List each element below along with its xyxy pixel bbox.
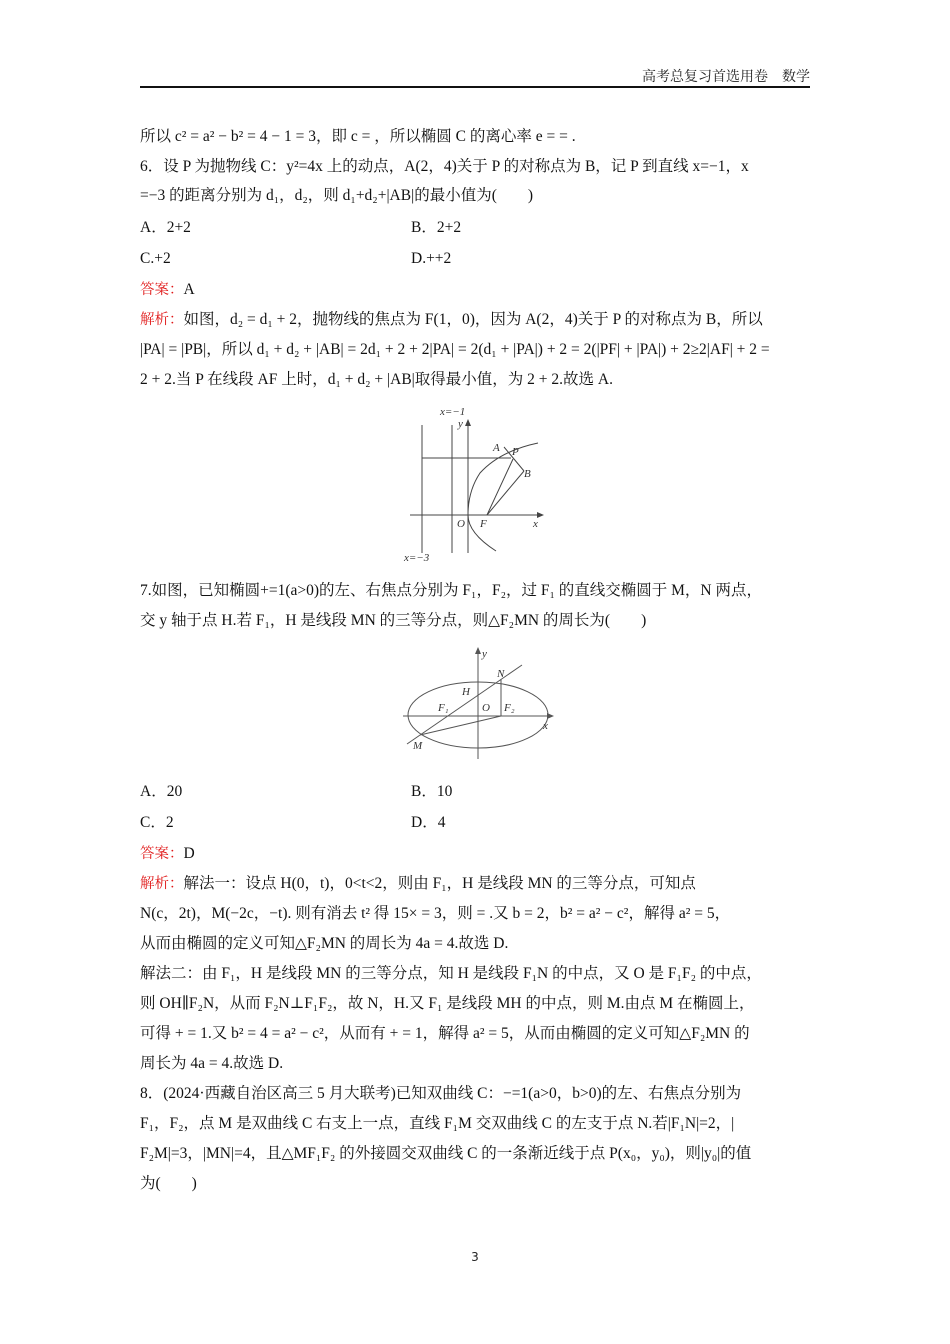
running-header <box>140 66 810 86</box>
q7-analysis-line-2: N(c，2t)，M(−2c，−t). 则有消去 t² 得 15× = 3，则 = .又 b = 2，b² = a² − c²，解得 a² = 5， <box>140 905 731 922</box>
q7-option-c: C．2 <box>140 814 174 831</box>
question-7-line-1: 7.如图，已知椭圆+=1(a>0)的左、右焦点分别为 F₁，F₂，过 F₁ 的直线交椭圆于 M，N 两点， <box>140 582 762 599</box>
q7-analysis-line-5: 则 OH∥F₂N，从而 F₂N⊥F₁F₂，故 N，H.又 F₁ 是线段 MH 的中点，则 M.由点 M 在椭圆上， <box>140 995 755 1012</box>
svg-text:x=−1: x=−1 <box>440 406 466 418</box>
question-6-line-1: 6．设 P 为抛物线 C：y²=4x 上的动点，A(2，4)关于 P 的对称点为 B，记 P 到直线 x=−1，x <box>140 158 749 175</box>
q7-analysis-line-7: 周长为 4a = 4.故选 D. <box>140 1055 284 1072</box>
answer-value: A <box>183 281 195 298</box>
q7-analysis-line-6: 可得 + = 1.又 b² = 4 = a² − c²，从而有 + = 1，解得 a² = 5，从而由椭圆的定义可知△F₂MN 的 <box>140 1025 750 1042</box>
text-line: 所以 c² = a² − b² = 4 − 1 = 3，即 c = ，所以椭圆 C 的离心率 e = = . <box>140 128 576 145</box>
svg-text:A: A <box>493 442 500 454</box>
svg-text:M: M <box>413 740 423 752</box>
svg-text:x: x <box>533 518 538 530</box>
q6-option-b: B．2+2 <box>411 219 462 236</box>
question-8-line-2: F₁，F₂，点 M 是双曲线 C 右支上一点，直线 F₁M 交双曲线 C 的左支于点 N.若|F₁N|=2，| <box>140 1115 735 1132</box>
svg-text:y: y <box>482 648 487 660</box>
svg-text:F₁: F₁ <box>438 702 449 714</box>
ellipse-figure <box>400 645 560 760</box>
svg-text:B: B <box>524 468 531 480</box>
svg-text:N: N <box>497 668 505 680</box>
svg-text:x=−3: x=−3 <box>404 552 430 563</box>
svg-text:H: H <box>462 686 470 698</box>
q7-option-a: A．20 <box>140 783 183 800</box>
svg-text:O: O <box>457 518 465 530</box>
book-title: 高考总复习首选用卷 <box>642 70 768 85</box>
answer-value: D <box>183 845 195 862</box>
question-8-line-4: 为( ) <box>140 1175 197 1192</box>
analysis-label: 解析： <box>140 876 184 892</box>
q7-analysis-line-4: 解法二：由 F₁，H 是线段 MN 的三等分点，知 H 是线段 F₁N 的中点，又 O 是 F₁F₂ 的中点， <box>140 965 762 982</box>
header-rule <box>140 86 810 88</box>
answer-label: 答案： <box>140 282 184 298</box>
question-8-line-1: 8．(2024·西藏自治区高三 5 月大联考)已知双曲线 C：−=1(a>0，b>0)的左、右焦点分别为 <box>140 1085 742 1102</box>
q6-option-c: C.+2 <box>140 250 171 267</box>
q7-analysis-line-1: 解析：解法一：设点 H(0，t)，0<t<2，则由 F₁，H 是线段 MN 的三等分点，可知点 <box>140 875 696 892</box>
q6-analysis-line-1: 解析：如图，d₂ = d₁ + 2，抛物线的焦点为 F(1，0)，因为 A(2，4)关于 P 的对称点为 B，所以 <box>140 311 763 328</box>
parabola-figure <box>400 403 550 563</box>
svg-text:F: F <box>480 518 487 530</box>
svg-text:x: x <box>543 720 548 732</box>
answer-label: 答案： <box>140 846 184 862</box>
q6-analysis-line-3: 2 + 2.当 P 在线段 AF 上时，d₁ + d₂ + |AB|取得最小值，为 2 + 2.故选 A. <box>140 371 613 388</box>
q7-answer <box>140 844 820 864</box>
analysis-label: 解析： <box>140 312 184 328</box>
svg-text:y: y <box>458 418 463 430</box>
q6-option-d: D.++2 <box>411 250 452 267</box>
question-7-line-2: 交 y 轴于点 H.若 F₁，H 是线段 MN 的三等分点，则△F₂MN 的周长为( ) <box>140 612 647 629</box>
q7-option-d: D．4 <box>411 814 446 831</box>
svg-text:O: O <box>482 702 490 714</box>
svg-text:P: P <box>512 446 519 458</box>
q7-analysis-line-3: 从而由椭圆的定义可知△F₂MN 的周长为 4a = 4.故选 D. <box>140 935 509 952</box>
question-8-line-3: F₂M|=3，|MN|=4，且△MF₁F₂ 的外接圆交双曲线 C 的一条渐近线于点 P(x₀，y₀)，则|y₀|的值 <box>140 1145 752 1162</box>
question-6-line-2: =−3 的距离分别为 d₁，d₂，则 d₁+d₂+|AB|的最小值为( ) <box>140 187 534 204</box>
page-number: 3 <box>471 1250 479 1264</box>
subject-label: 数学 <box>782 70 810 85</box>
q6-option-a: A．2+2 <box>140 219 191 236</box>
svg-text:F₂: F₂ <box>504 702 515 714</box>
q7-option-b: B．10 <box>411 783 453 800</box>
q6-analysis-line-2: |PA| = |PB|，所以 d₁ + d₂ + |AB| = 2d₁ + 2 + 2|PA| = 2(d₁ + |PA|) + 2 = 2(|PF| + |PA|) + 2≥2|AF| + 2 = <box>140 341 770 358</box>
q6-answer <box>140 280 820 300</box>
